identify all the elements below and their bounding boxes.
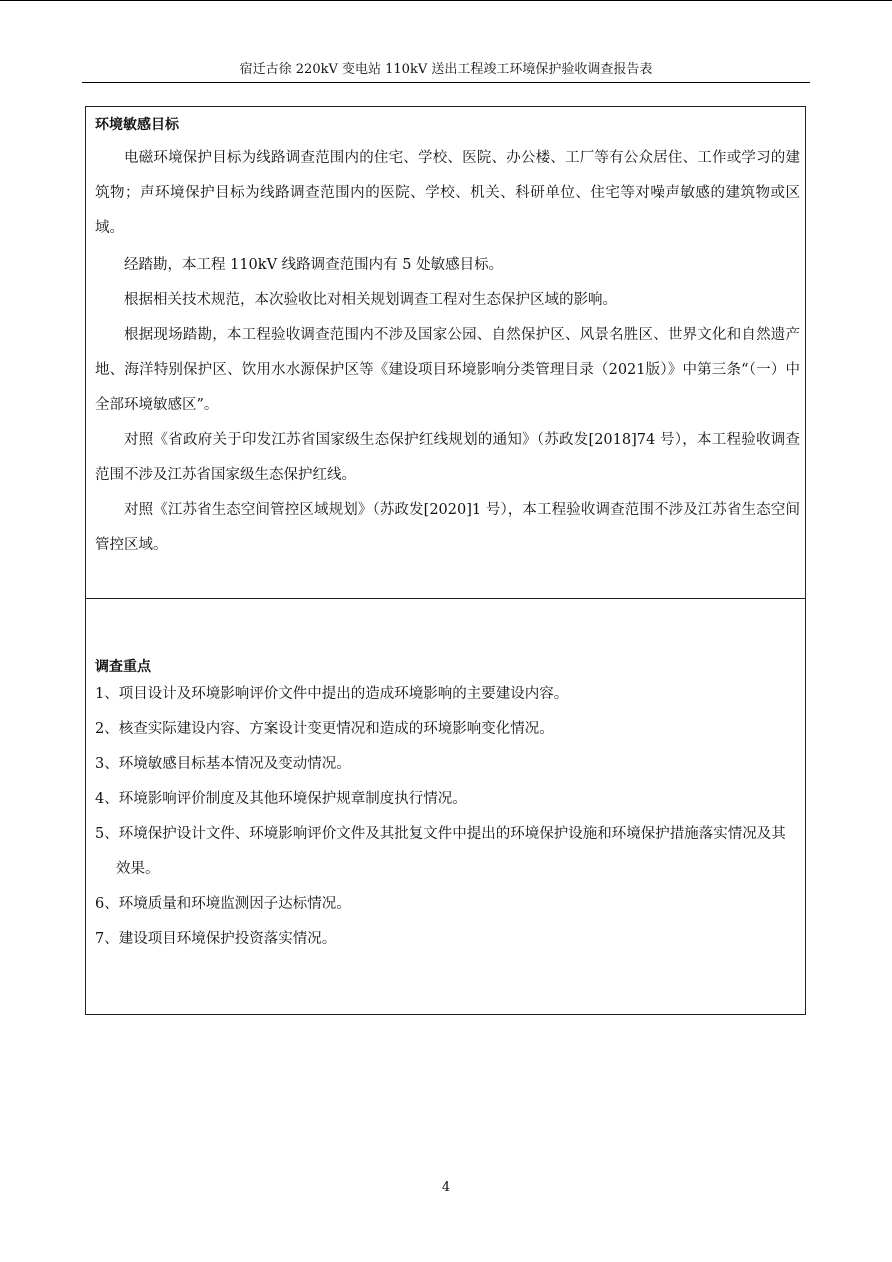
paragraph-ecological-space: 对照《江苏省生态空间管控区域规划》（苏政发[2020]1 号），本工程验收调查范围不涉及江苏省生态空间管控区域。 (95, 502, 800, 553)
survey-focus-list (95, 677, 800, 957)
top-border-rule (0, 0, 892, 1)
paragraph-red-line: 对照《省政府关于印发江苏省国家级生态保护红线规划的通知》（苏政发[2018]74 号），本工程验收调查范围不涉及江苏省国家级生态保护红线。 (95, 432, 800, 483)
paragraph-protection-targets: 电磁环境保护目标为线路调查范围内的住宅、学校、医院、办公楼、工厂等有公众居住、工作或学习的建筑物；声环境保护目标为线路调查范围内的医院、学校、机关、科研单位、住宅等对噪声敏感的建筑物或区域。 (95, 150, 800, 236)
paragraph-technical-spec: 根据相关技术规范，本次验收比对相关规划调查工程对生态保护区域的影响。 (124, 292, 617, 308)
list-item: 2、核查实际建设内容、方案设计变更情况和造成的环境影响变化情况。 (95, 721, 554, 737)
running-header-title: 宿迁古徐 220kV 变电站 110kV 送出工程竣工环境保护验收调查报告表 (239, 62, 653, 77)
list-item: 1、项目设计及环境影响评价文件中提出的造成环境影响的主要建设内容。 (95, 686, 569, 702)
list-item: 3、环境敏感目标基本情况及变动情况。 (95, 756, 351, 772)
section-heading-sensitive-targets: 环境敏感目标 (95, 117, 179, 133)
header-divider (82, 82, 810, 83)
list-item: 5、环境保护设计文件、环境影响评价文件及其批复文件中提出的环境保护设施和环境保护措施落实情况及其效果。 (95, 826, 786, 877)
paragraph-site-survey: 根据现场踏勘，本工程验收调查范围内不涉及国家公园、自然保护区、风景名胜区、世界文化和自然遗产地、海洋特别保护区、饮用水水源保护区等《建设项目环境影响分类管理目录（2021版）》中第三条“（一）中全部环境敏感区”。 (95, 327, 800, 413)
page-number: 4 (441, 1180, 451, 1195)
list-item: 6、环境质量和环境监测因子达标情况。 (95, 896, 351, 912)
survey-focus-cell (86, 599, 805, 1014)
list-item: 7、建设项目环境保护投资落实情况。 (95, 931, 337, 947)
list-item: 4、环境影响评价制度及其他环境保护规章制度执行情况。 (95, 791, 467, 807)
report-table (85, 106, 806, 1015)
sensitive-targets-cell (86, 107, 805, 599)
paragraph-sensitive-count: 经踏勘，本工程 110kV 线路调查范围内有 5 处敏感目标。 (124, 257, 504, 273)
section-heading-survey-focus: 调查重点 (95, 659, 151, 675)
